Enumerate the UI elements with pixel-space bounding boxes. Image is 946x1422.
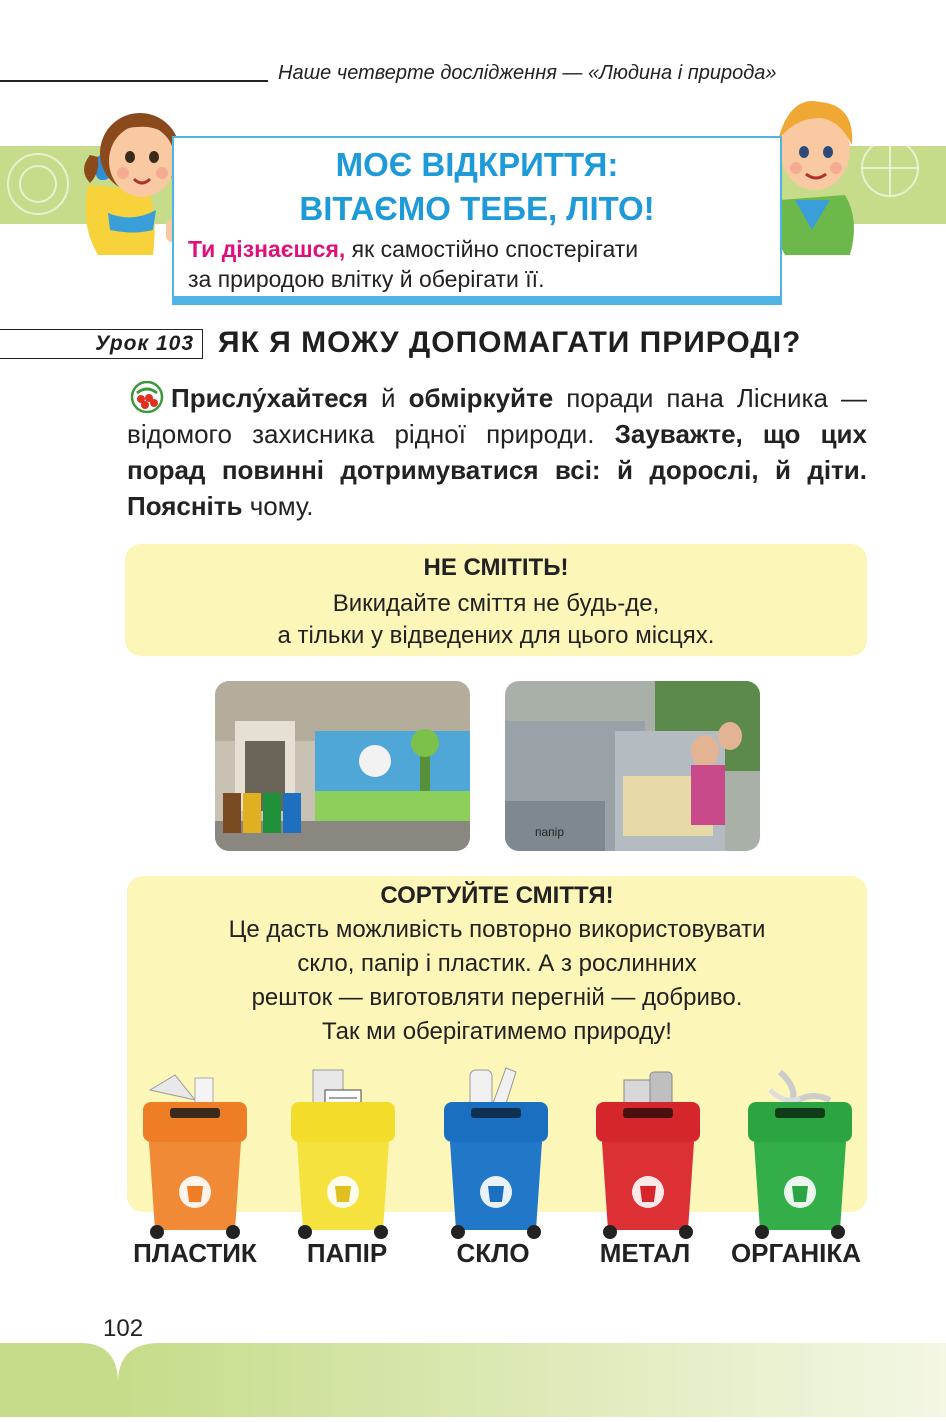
panel-no-littering [125, 544, 867, 656]
discovery-text-2: за природою влітку й оберігати її. [188, 266, 545, 292]
organic-bin-icon [740, 1060, 860, 1240]
bin-metal [588, 1060, 708, 1240]
photo-recycling-containers [505, 681, 760, 851]
page-number: 102 [103, 1315, 144, 1342]
instr-text-2: поради пана Лісника — відомого захисника рідної природи. [127, 383, 867, 449]
bin-plastic [135, 1060, 255, 1240]
bin-label-metal: МЕТАЛ [599, 1238, 691, 1268]
panel1-line2: а тільки у відведених для цього місцях. [277, 622, 715, 649]
discovery-title-line1: МОЄ ВІДКРИТТЯ: [335, 146, 619, 183]
rowan-berries-icon [127, 381, 167, 413]
instr-bold-2: обміркуйте [408, 383, 554, 413]
lesson-title: ЯК Я МОЖУ ДОПОМАГАТИ ПРИРОДІ? [218, 326, 802, 359]
panel2-line1: Це дасть можливість повторно використовувати [228, 916, 766, 943]
bin-glass [436, 1060, 556, 1240]
photo-bins-street [215, 681, 470, 851]
footer-band [0, 1343, 946, 1417]
instr-bold-1: Прислу́хайтеся [171, 383, 369, 413]
header-rule [0, 80, 268, 82]
photo2-label: папір [535, 825, 565, 839]
discovery-text [188, 234, 774, 294]
bin-label-glass: СКЛО [456, 1238, 530, 1268]
panel2-line2: скло, папір і пластик. А з рослинних [297, 950, 697, 977]
instr-text-1: й [368, 383, 409, 413]
paper-bin-icon [283, 1060, 403, 1240]
lesson-tag: Урок 103 [0, 329, 203, 359]
metal-bin-icon [588, 1060, 708, 1240]
bin-label-organic: ОРГАНІКА [730, 1238, 862, 1268]
header-title: Наше четверте дослідження — «Людина і природа» [278, 62, 777, 84]
instr-text-3: чому. [242, 491, 314, 521]
bin-organic [740, 1060, 860, 1240]
panel2-title: СОРТУЙТЕ СМІТТЯ! [380, 882, 614, 909]
bin-label-plastic: ПЛАСТИК [133, 1238, 257, 1268]
panel1-line1: Викидайте сміття не будь-де, [332, 590, 660, 617]
plastic-bin-icon [135, 1060, 255, 1240]
glass-bin-icon [436, 1060, 556, 1240]
instr-bold-3: Зауважте, що цих порад повинні дотримуватися всі: й дорослі, й діти. Поясніть [127, 419, 867, 521]
discovery-title-line2: ВІТАЄМО ТЕБЕ, ЛІТО! [299, 190, 655, 227]
bin-paper [283, 1060, 403, 1240]
discovery-lead: Ти дізнаєшся, [188, 236, 346, 262]
bin-label-paper: ПАПІР [306, 1238, 388, 1268]
panel2-line4: Так ми оберігатимемо природу! [322, 1018, 672, 1045]
instruction-paragraph [127, 380, 867, 524]
discovery-text-1: як самостійно спостерігати [345, 236, 639, 262]
panel1-title: НЕ СМІТІТЬ! [423, 554, 569, 581]
panel2-line3: решток — виготовляти перегній — добриво. [251, 984, 743, 1011]
discovery-box [172, 136, 782, 298]
